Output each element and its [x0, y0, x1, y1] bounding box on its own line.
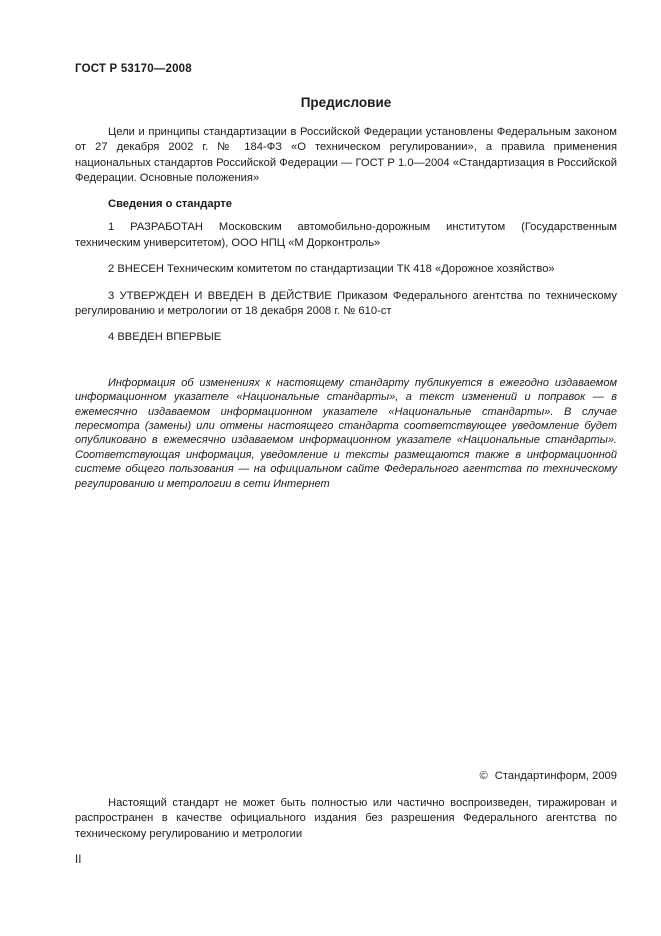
page-content [75, 0, 617, 502]
copyright-icon: © [479, 770, 488, 782]
copyright-text: Стандартинформ, 2009 [494, 770, 617, 782]
page-title: Предисловие [300, 95, 392, 110]
page-number: II [75, 854, 82, 867]
document-code: ГОСТ Р 53170—2008 [75, 63, 192, 75]
standard-info-item-submitted: 2 ВНЕСЕН Техническим комитетом по стандартизации ТК 418 «Дорожное хозяйство» [108, 263, 555, 276]
page-footer [75, 769, 617, 867]
standard-info-item-first-introduced: 4 ВВЕДЕН ВПЕРВЫЕ [108, 331, 222, 344]
copyright-line [75, 769, 617, 783]
reproduction-notice: Настоящий стандарт не может быть полностью или частично воспроизведен, тиражирован и распространен в качестве официального издания без разрешения Федерального агентства по техническому регулированию и метрологии [75, 797, 617, 840]
standard-info-item-developed: 1 РАЗРАБОТАН Московским автомобильно-дорожным институтом (Государственным техническим университетом), ООО НПЦ «М Дорконтроль» [75, 221, 617, 249]
standard-info-item-approved: 3 УТВЕРЖДЕН И ВВЕДЕН В ДЕЙСТВИЕ Приказом Федерального агентства по техническому регулированию и метрологии от 18 декабря 2008 г. № 610-ст [75, 289, 617, 317]
amendments-notice: Информация об изменениях к настоящему стандарту публикуется в ежегодно издаваемом информационном указателе «Национальные стандарты», а текст изменений и поправок — в ежемесячно издаваемом информационном указателе «Национальные стандарты». В случае пересмотра (замены) или отмены настоящего стандарта соответствующее уведомление будет опубликовано в ежемесячно издаваемом информационном указателе «Национальные стандарты». Соответствующая информация, уведомление и тексты размещаются также в информационной системе общего пользования — на официальном сайте Федерального агентства по техническому регулированию и метрологии в сети Интернет [75, 376, 617, 490]
section-heading-standard-info: Сведения о стандарте [108, 198, 232, 211]
intro-paragraph: Цели и принципы стандартизации в Российской Федерации установлены Федеральным законом от 27 декабря 2002 г. № 184-ФЗ «О техническом регулировании», а правила применения национальных стандартов Российской Федерации — ГОСТ Р 1.0—2004 «Стандартизация в Российской Федерации. Основные положения» [75, 126, 617, 184]
